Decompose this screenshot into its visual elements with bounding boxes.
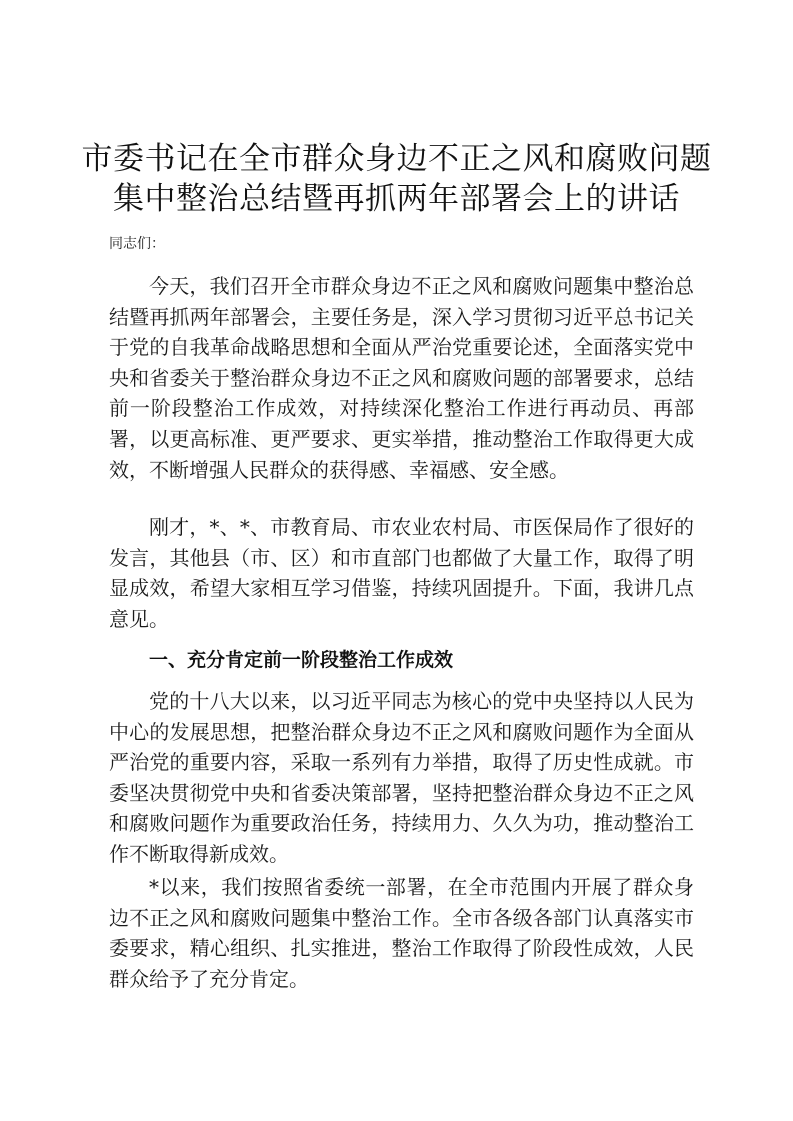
section-heading-1: 一、充分肯定前一阶段整治工作成效 bbox=[149, 649, 454, 671]
salutation: 同志们： bbox=[109, 236, 165, 252]
body-paragraph-1: 今天，我们召开全市群众身边不正之风和腐败问题集中整治总结暨再抓两年部署会，主要任务是，深入学习贯彻习近平总书记关于党的自我革命战略思想和全面从严治党重要论述，全面落实党中央和省委关于整治群众身边不正之风和腐败问题的部署要求，总结前一阶段整治工作成效，对持续深化整治工作进行再动员、再部署，以更高标准、更严要求、更实举措，推动整治工作取得更大成效，不断增强人民群众的获得感、幸福感、安全感。 bbox=[109, 274, 694, 482]
document-title-line-2: 集中整治总结暨再抓两年部署会上的讲话 bbox=[113, 181, 680, 217]
section-1-paragraph-1: 党的十八大以来，以习近平同志为核心的党中央坚持以人民为中心的发展思想，把整治群众身边不正之风和腐败问题作为全面从严治党的重要内容，采取一系列有力举措，取得了历史性成就。市委坚决贯彻党中央和省委决策部署，坚持把整治群众身边不正之风和腐败问题作为重要政治任务，持续用力、久久为功，推动整治工作不断取得新成效。 bbox=[109, 689, 694, 866]
document-title-line-1: 市委书记在全市群众身边不正之风和腐败问题 bbox=[81, 141, 712, 177]
body-paragraph-2: 刚才，*、*、市教育局、市农业农村局、市医保局作了很好的发言，其他县（市、区）和市直部门也都做了大量工作，取得了明显成效，希望大家相互学习借鉴，持续巩固提升。下面，我讲几点意见。 bbox=[109, 515, 694, 631]
section-1-paragraph-2: *以来，我们按照省委统一部署，在全市范围内开展了群众身边不正之风和腐败问题集中整治工作。全市各级各部门认真落实市委要求，精心组织、扎实推进，整治工作取得了阶段性成效，人民群众给予了充分肯定。 bbox=[109, 875, 694, 991]
